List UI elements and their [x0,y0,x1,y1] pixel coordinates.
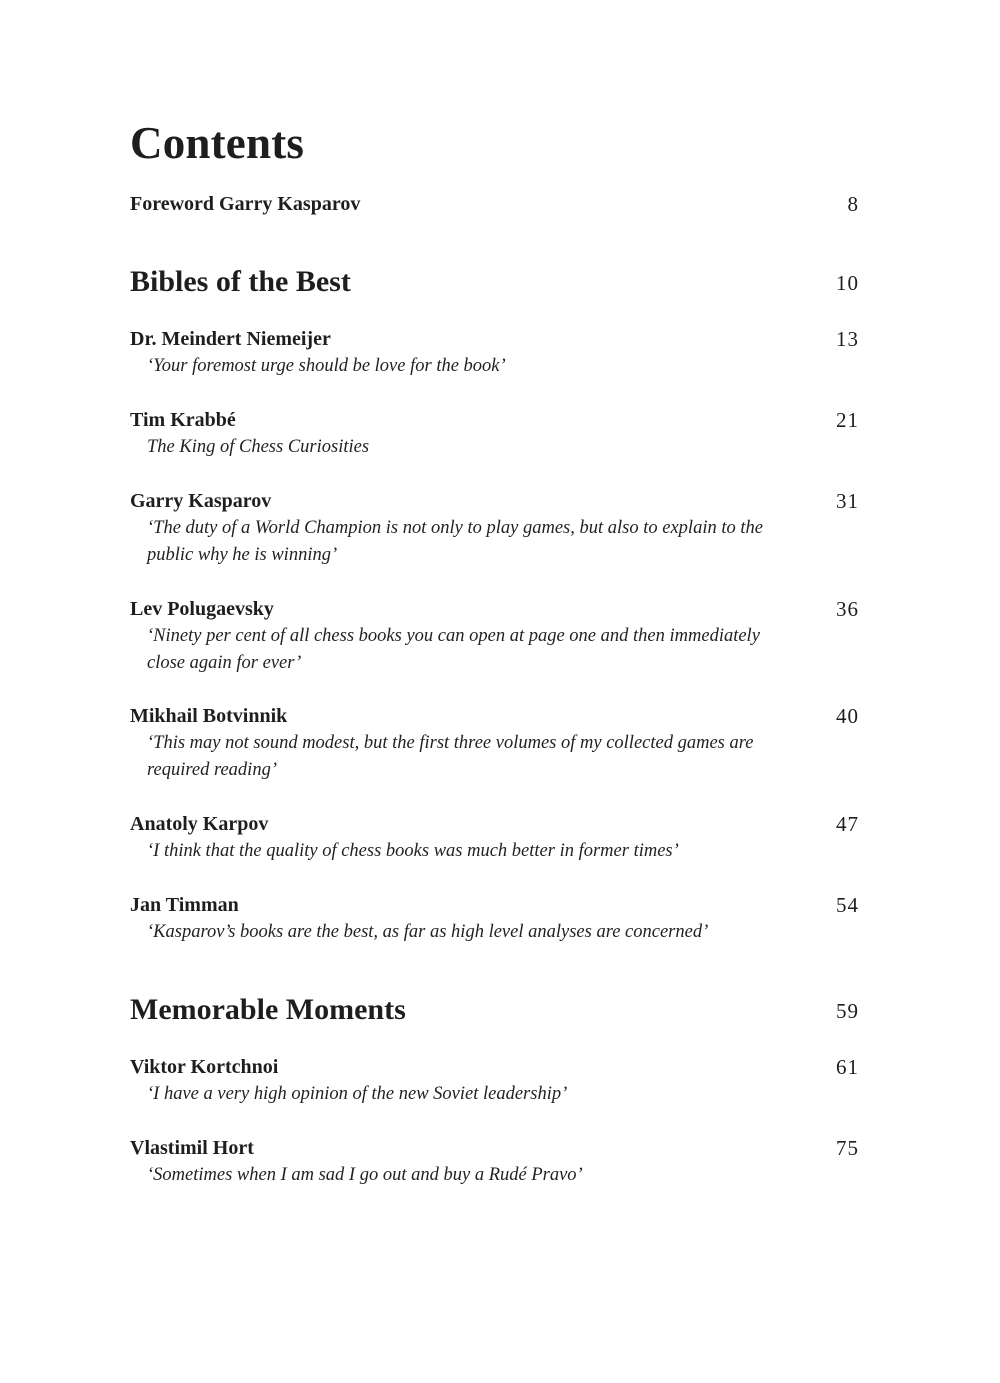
toc-entry-name: Anatoly Karpov [130,813,269,835]
toc-entry-quote: ‘Ninety per cent of all chess books you can open at page one and then immediately close again for ever’ [147,626,760,673]
toc-entry-label: Foreword Garry Kasparov [130,193,361,215]
toc-entry[interactable] [130,407,859,461]
toc-page-number: 36 [836,597,859,621]
toc-entry-quote: ‘I have a very high opinion of the new Soviet leadership’ [147,1084,568,1104]
toc-entry-name: Viktor Kortchnoi [130,1056,279,1078]
toc-entry-name: Garry Kasparov [130,490,272,512]
toc-entry[interactable] [130,326,859,380]
toc-entry-quote: The King of Chess Curiosities [147,437,370,457]
toc-entry[interactable] [130,596,859,677]
toc-entry-name: Mikhail Botvinnik [130,705,288,727]
toc-entry[interactable] [130,488,859,569]
toc-section-bibles-of-the-best[interactable] [130,264,859,300]
toc-entry-name: Lev Polugaevsky [130,598,274,620]
toc-page-number: 47 [836,812,859,836]
toc-page-number: 59 [836,999,859,1023]
toc-page-number: 10 [836,271,859,295]
toc-page-number: 61 [836,1055,859,1079]
toc-page-number: 75 [836,1136,859,1160]
page-title: Contents [130,118,305,168]
toc-entry-quote: ‘The duty of a World Champion is not only to play games, but also to explain to the public why he is winning’ [147,518,763,565]
toc-entry-name: Tim Krabbé [130,409,236,431]
toc-entry-quote: ‘This may not sound modest, but the first three volumes of my collected games are required reading’ [147,733,754,780]
toc-page-number: 21 [836,408,859,432]
toc-entry-quote: ‘Your foremost urge should be love for the book’ [147,356,506,376]
toc-entry[interactable] [130,892,859,946]
toc-page-number: 31 [836,489,859,513]
toc-entry-quote: ‘Sometimes when I am sad I go out and buy a Rudé Pravo’ [147,1165,583,1185]
toc-entry-foreword[interactable] [130,191,859,217]
toc-page-number: 13 [836,327,859,351]
toc-entry-quote: ‘I think that the quality of chess books was much better in former times’ [147,841,679,861]
toc-entry[interactable] [130,1135,859,1189]
section-title: Memorable Moments [130,993,406,1026]
toc-page-number: 8 [847,192,859,216]
toc-entry-quote: ‘Kasparov’s books are the best, as far as high level analyses are concerned’ [147,922,709,942]
toc-entry[interactable] [130,703,859,784]
toc-entry[interactable] [130,1054,859,1108]
toc-entry-name: Jan Timman [130,894,239,916]
toc-entry-name: Vlastimil Hort [130,1137,254,1159]
toc-entry[interactable] [130,811,859,865]
section-title: Bibles of the Best [130,265,351,298]
toc-section-memorable-moments[interactable] [130,992,859,1028]
toc-entry-name: Dr. Meindert Niemeijer [130,328,331,350]
toc-page-number: 54 [836,893,859,917]
toc-page-number: 40 [836,704,859,728]
